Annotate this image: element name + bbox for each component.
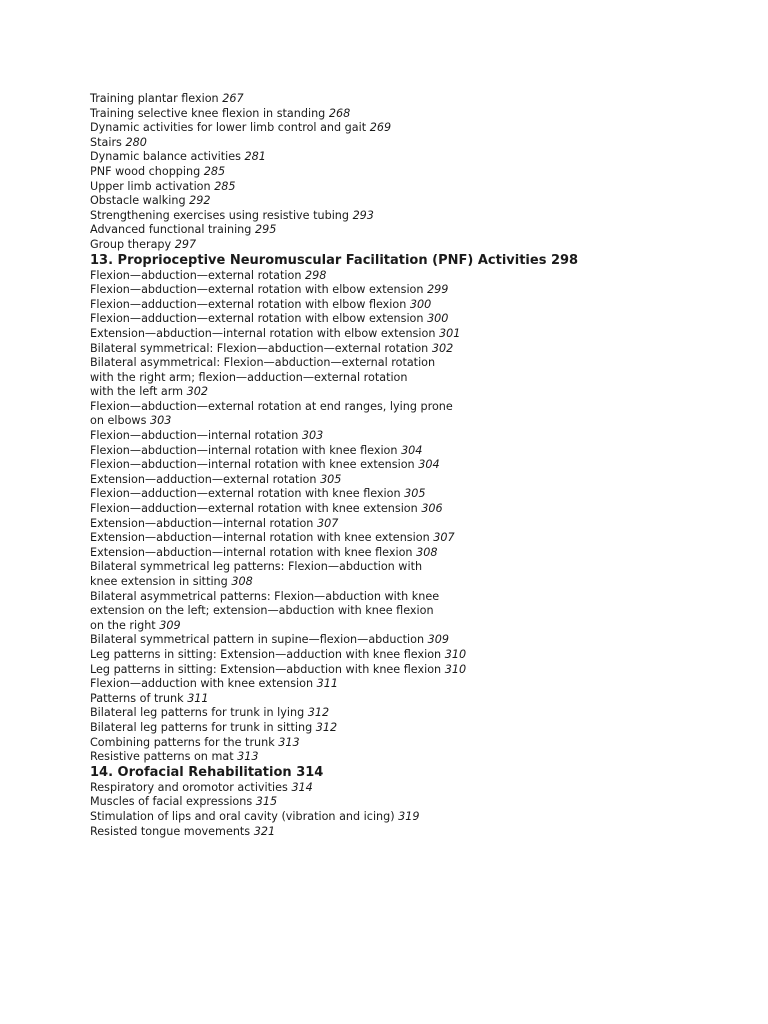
toc-entry-title: Bilateral asymmetrical patterns: Flexion—abduction with knee	[90, 589, 440, 603]
toc-entry-title: Resisted tongue movements	[90, 824, 251, 838]
toc-entry	[90, 385, 710, 400]
toc-entry	[90, 706, 710, 721]
toc-page-number: 309	[159, 618, 181, 632]
toc-entry	[90, 194, 710, 209]
toc-entry	[90, 371, 710, 386]
toc-page-number: 305	[404, 487, 426, 501]
toc-entry-title: Extension—abduction—internal rotation with knee extension	[90, 531, 430, 545]
toc-entry	[90, 136, 710, 151]
toc-entry-title: Flexion—adduction with knee extension	[90, 677, 314, 691]
toc-entry-title: Leg patterns in sitting: Extension—adduction with knee flexion	[90, 647, 442, 661]
toc-page-number: 307	[433, 531, 455, 545]
toc-page-number: 268	[328, 106, 351, 120]
toc-entry	[90, 429, 710, 444]
toc-entry	[90, 795, 710, 810]
toc-page-number: 293	[352, 208, 374, 222]
toc-page-number: 310	[444, 662, 467, 676]
toc-entry-title: with the left arm	[90, 385, 184, 399]
toc-entry-title: PNF wood chopping	[90, 164, 201, 178]
toc-entry-title: Flexion—abduction—internal rotation with knee extension	[90, 458, 415, 472]
toc-page-number: 302	[431, 341, 454, 355]
toc-page-number: 312	[315, 720, 338, 734]
toc-page-number: 297	[174, 237, 197, 251]
toc-page-number: 269	[369, 121, 392, 135]
toc-entry-title: Flexion—abduction—internal rotation	[90, 429, 299, 443]
toc-page-number: 310	[444, 647, 467, 661]
chapter-heading: 13. Proprioceptive Neuromuscular Facilitation (PNF) Activities 298	[90, 252, 579, 268]
toc-entry-title: Patterns of trunk	[90, 691, 184, 705]
toc-entry-title: Stimulation of lips and oral cavity (vibration and icing)	[90, 809, 395, 823]
toc-page-number: 308	[416, 545, 438, 559]
toc-page-number: 298	[305, 268, 327, 282]
toc-entry	[90, 487, 710, 502]
toc-entry-title: Flexion—adduction—external rotation with elbow flexion	[90, 297, 407, 311]
toc-page-number: 295	[254, 223, 277, 237]
toc-entry	[90, 736, 710, 751]
toc-page-number: 307	[316, 516, 339, 530]
toc-entry	[90, 444, 710, 459]
toc-entry	[90, 298, 710, 313]
table-of-contents	[90, 92, 710, 839]
toc-page-number: 305	[320, 472, 342, 486]
toc-entry-title: extension on the left; extension—abduction with knee flexion	[90, 604, 434, 618]
toc-entry-title: Flexion—adduction—external rotation with elbow extension	[90, 312, 424, 326]
toc-entry	[90, 473, 710, 488]
toc-entry-title: Group therapy	[90, 237, 172, 251]
toc-entry-title: Bilateral leg patterns for trunk in lying	[90, 706, 305, 720]
toc-page-number: 301	[438, 326, 461, 340]
toc-entry	[90, 283, 710, 298]
toc-entry-title: Stairs	[90, 135, 122, 149]
toc-entry	[90, 180, 710, 195]
toc-page-number: 319	[398, 809, 420, 823]
toc-entry	[90, 546, 710, 561]
toc-page-number: 292	[189, 194, 211, 208]
chapter-heading: 14. Orofacial Rehabilitation 314	[90, 764, 324, 780]
toc-page-number: 312	[307, 706, 330, 720]
toc-entry-title: Training plantar flexion	[90, 92, 219, 105]
toc-entry-title: Advanced functional training	[90, 223, 252, 237]
toc-entry	[90, 517, 710, 532]
toc-entry-title: on elbows	[90, 414, 147, 428]
toc-page-number: 302	[186, 385, 208, 399]
toc-entry	[90, 458, 710, 473]
toc-page-number: 303	[301, 429, 324, 443]
toc-page-number: 314	[291, 780, 313, 794]
toc-page-number: 267	[222, 92, 244, 105]
toc-entry	[90, 648, 710, 663]
toc-page-number: 281	[244, 150, 266, 164]
toc-entry	[90, 342, 710, 357]
toc-entry-title: Upper limb activation	[90, 179, 211, 193]
toc-entry	[90, 619, 710, 634]
toc-page-number: 285	[203, 164, 226, 178]
toc-page-number: 280	[125, 135, 147, 149]
toc-entry	[90, 165, 710, 180]
toc-entry	[90, 356, 710, 371]
toc-entry	[90, 269, 710, 284]
toc-entry-title: Combining patterns for the trunk	[90, 735, 275, 749]
toc-page-number: 311	[316, 677, 339, 691]
toc-entry-title: Flexion—abduction—external rotation with elbow extension	[90, 283, 424, 297]
toc-entry-title: Bilateral leg patterns for trunk in sitting	[90, 720, 313, 734]
toc-entry	[90, 502, 710, 517]
toc-entry-title: Training selective knee flexion in standing	[90, 106, 326, 120]
toc-entry	[90, 223, 710, 238]
toc-page-number: 304	[418, 458, 440, 472]
toc-entry	[90, 721, 710, 736]
toc-entry	[90, 400, 710, 415]
toc-entry-title: Strengthening exercises using resistive tubing	[90, 208, 349, 222]
toc-entry	[90, 633, 710, 648]
toc-entry-title: Flexion—abduction—internal rotation with knee flexion	[90, 443, 398, 457]
toc-entry-title: Dynamic balance activities	[90, 150, 241, 164]
toc-page-number: 304	[401, 443, 423, 457]
toc-entry-title: Respiratory and oromotor activities	[90, 780, 288, 794]
toc-page-number: 308	[231, 575, 253, 588]
toc-entry-title: with the right arm; flexion—adduction—external rotation	[90, 370, 408, 384]
toc-entry-title: Bilateral symmetrical: Flexion—abduction—external rotation	[90, 341, 429, 355]
toc-entry	[90, 677, 710, 692]
toc-entry-title: Extension—abduction—internal rotation	[90, 516, 314, 530]
toc-entry	[90, 692, 710, 707]
toc-entry	[90, 590, 710, 605]
toc-entry-title: Dynamic activities for lower limb control and gait	[90, 121, 367, 135]
toc-entry-title: Obstacle walking	[90, 194, 186, 208]
toc-page-number: 321	[253, 824, 276, 838]
toc-page-number: 311	[187, 691, 209, 705]
toc-entry	[90, 92, 710, 107]
toc-entry-title: Bilateral symmetrical pattern in supine—flexion—abduction	[90, 633, 425, 647]
toc-page-number: 285	[214, 179, 236, 193]
toc-entry	[90, 107, 710, 122]
toc-page-number: 315	[255, 795, 278, 809]
toc-entry-title: Bilateral symmetrical leg patterns: Flexion—abduction with	[90, 560, 423, 574]
toc-entry	[90, 604, 710, 619]
toc-page-number: 299	[427, 283, 449, 297]
toc-entry-title: Extension—abduction—internal rotation with elbow extension	[90, 326, 436, 340]
toc-page-number: 309	[427, 633, 449, 647]
toc-entry	[90, 663, 710, 678]
toc-entry-title: Flexion—adduction—external rotation with knee extension	[90, 502, 418, 516]
toc-entry	[90, 238, 710, 253]
toc-page-number: 300	[409, 297, 432, 311]
toc-entry	[90, 825, 710, 840]
toc-entry	[90, 781, 710, 796]
toc-entry-title: Flexion—abduction—external rotation at end ranges, lying prone	[90, 399, 453, 413]
toc-entry-title: Extension—abduction—internal rotation with knee flexion	[90, 545, 413, 559]
toc-entry-title: knee extension in sitting	[90, 575, 228, 588]
toc-entry-title: Resistive patterns on mat	[90, 750, 234, 764]
toc-entry	[90, 150, 710, 165]
toc-entry-title: Bilateral asymmetrical: Flexion—abduction—external rotation	[90, 356, 436, 370]
toc-entry	[90, 312, 710, 327]
toc-entry	[90, 121, 710, 136]
toc-entry-title: Muscles of facial expressions	[90, 795, 253, 809]
toc-entry	[90, 560, 710, 575]
toc-page-number: 303	[149, 414, 172, 428]
toc-entry	[90, 209, 710, 224]
toc-entry	[90, 750, 710, 765]
toc-entry	[90, 810, 710, 825]
toc-entry	[90, 531, 710, 546]
toc-page-number: 306	[421, 502, 443, 516]
toc-entry-title: Leg patterns in sitting: Extension—abduction with knee flexion	[90, 662, 442, 676]
toc-page-number: 300	[427, 312, 449, 326]
toc-entry-title: Flexion—abduction—external rotation	[90, 268, 302, 282]
toc-entry	[90, 575, 710, 590]
toc-entry	[90, 414, 710, 429]
toc-entry-title: Flexion—adduction—external rotation with knee flexion	[90, 487, 401, 501]
toc-entry-title: on the right	[90, 618, 156, 632]
toc-page-number: 313	[237, 750, 259, 764]
toc-page-number: 313	[278, 735, 300, 749]
toc-entry	[90, 327, 710, 342]
toc-entry-title: Extension—adduction—external rotation	[90, 472, 317, 486]
